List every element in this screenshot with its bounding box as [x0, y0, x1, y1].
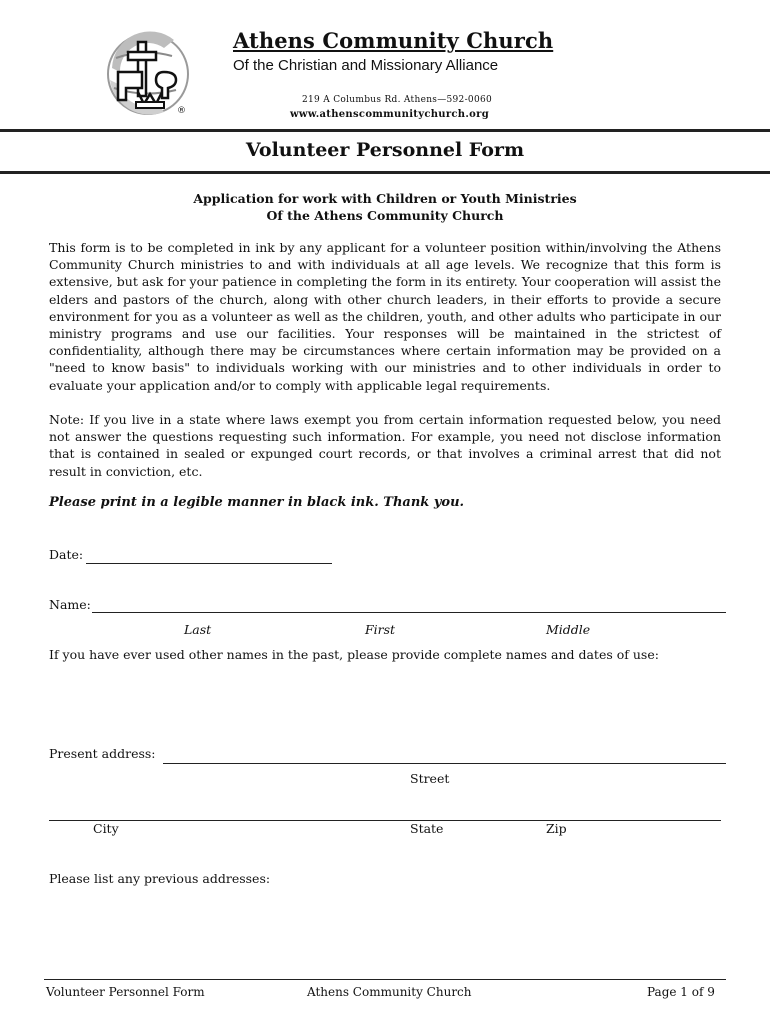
name-last-caption: Last: [184, 622, 212, 637]
church-website: www.athenscommunitychurch.org: [290, 109, 489, 120]
title-rule: [0, 171, 770, 174]
footer-church-name: Athens Community Church: [307, 985, 472, 999]
intro-paragraph: This form is to be completed in ink by any applicant for a volunteer position within/involving the Athens Community Church ministries to and with individuals at all age levels. We recognize that this form is extensive, but ask for your patience in completing the form in its entirety. Your cooperation will assist the elders and pastors of the church, along with other church leaders, in their efforts to provide a secure environment for you as a volunteer as well as the children, youth, and other adults who participate in our ministry programs and use our facilities. Your responses will be maintained in the strictest of confidentiality, although there may be circumstances where certain information may be provided on a "need to know basis" to individuals working with our ministries and to other individuals in order to evaluate your application and/or to comply with applicable legal requirements.: [49, 240, 721, 393]
present-address-label: Present address:: [49, 746, 156, 761]
header-rule: [0, 129, 770, 132]
form-title: Volunteer Personnel Form: [245, 139, 525, 161]
name-field[interactable]: [92, 612, 726, 613]
street-caption: Street: [410, 771, 450, 786]
date-label: Date:: [49, 547, 84, 562]
previous-addresses-prompt: Please list any previous addresses:: [49, 871, 271, 886]
church-name: Athens Community Church: [233, 28, 554, 53]
city-caption: City: [93, 821, 119, 836]
name-first-caption: First: [365, 622, 396, 637]
application-heading-line2: Of the Athens Community Church: [266, 208, 504, 223]
church-affiliation: Of the Christian and Missionary Alliance: [233, 57, 499, 74]
street-field[interactable]: [163, 763, 726, 764]
city-state-zip-field[interactable]: [49, 820, 721, 821]
church-address: 219 A Columbus Rd. Athens—592-0060: [302, 95, 493, 105]
print-instruction: Please print in a legible manner in black ink. Thank you.: [49, 495, 465, 510]
date-field[interactable]: [86, 563, 332, 564]
state-caption: State: [410, 821, 444, 836]
application-heading: [0, 190, 770, 224]
other-names-prompt: If you have ever used other names in the past, please provide complete names and dates of use:: [49, 647, 659, 662]
name-label: Name:: [49, 597, 91, 612]
zip-caption: Zip: [546, 821, 567, 836]
footer-form-name: Volunteer Personnel Form: [46, 985, 205, 999]
name-middle-caption: Middle: [546, 622, 591, 637]
application-heading-line1: Application for work with Children or Youth Ministries: [193, 191, 577, 206]
footer-rule: [44, 979, 726, 980]
note-paragraph: Note: If you live in a state where laws exempt you from certain information requested below, you need not answer the questions requesting such information. For example, you need not disclose information that is contained in sealed or expunged court records, or that involves a criminal arrest that did not result in conviction, etc.: [49, 412, 721, 479]
footer-page-number: Page 1 of 9: [647, 985, 715, 999]
registered-mark: ®: [177, 106, 186, 116]
